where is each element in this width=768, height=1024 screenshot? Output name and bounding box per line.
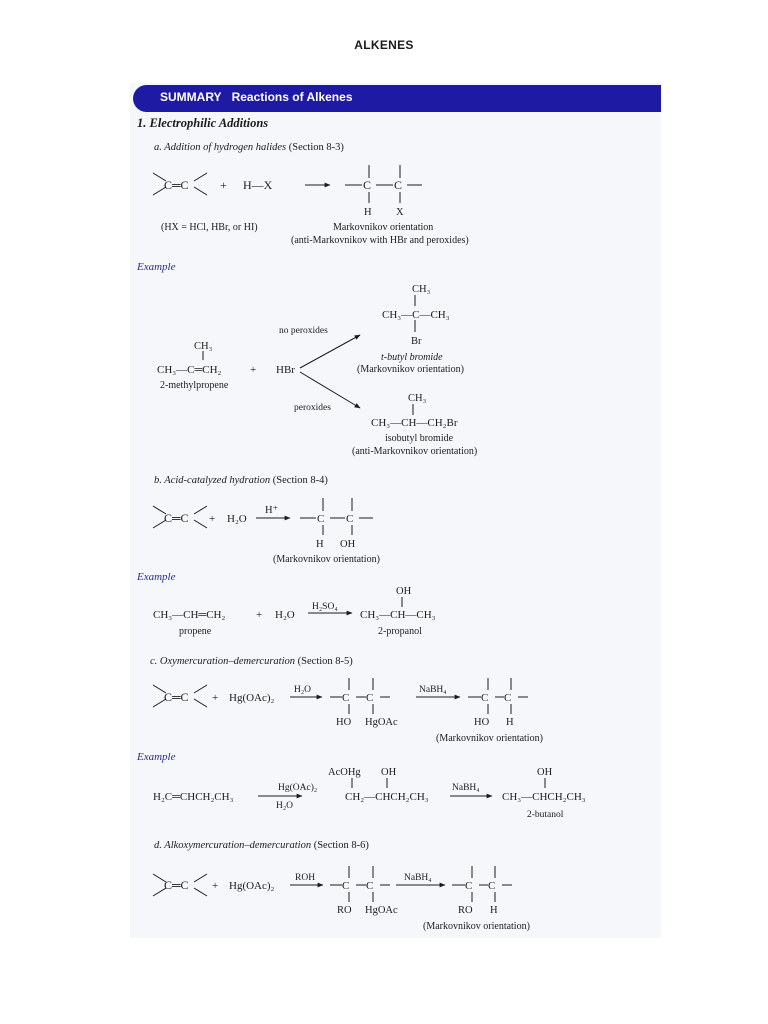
intermediate-skeleton-c — [330, 678, 390, 714]
product-h-d: H — [490, 905, 498, 916]
isobutyl-ch3-top: CH₃ — [408, 393, 427, 404]
water-b: H₂O — [227, 513, 247, 525]
intermediate-c: CH₂—CHCH₂CH₃ — [345, 791, 429, 803]
reactant-name-a: 2-methylpropene — [160, 380, 229, 391]
product-c1-d: C — [465, 880, 473, 892]
plus-a: + — [220, 178, 227, 192]
plus-a-example: + — [250, 364, 257, 376]
heading-c: c. Oxymercuration–demercuration (Section 8-5) — [150, 656, 353, 667]
product-c2-a: C — [394, 178, 403, 192]
product-h-c: H — [506, 717, 514, 728]
alkene-b-label: C═C — [164, 511, 189, 525]
product-oh-b-ex: OH — [396, 586, 412, 597]
alkene-a-label: C═C — [164, 178, 189, 192]
plus-c: + — [212, 692, 219, 704]
inter-hgoac-c: HgOAc — [365, 717, 398, 728]
example-label-c: Example — [137, 751, 176, 763]
heading-a: a. Addition of hydrogen halides (Section 8-3) — [154, 142, 344, 153]
isobutyl-skeleton: CH₃—CH—CH₂Br — [371, 417, 458, 429]
hx-note: (HX = HCl, HBr, or HI) — [161, 222, 258, 233]
product-c1-a: C — [363, 178, 372, 192]
orientation-a-2: (anti-Markovnikov with HBr and peroxides) — [291, 235, 469, 246]
alkene-c-label: C═C — [164, 690, 189, 704]
product-skeleton-c — [468, 678, 528, 714]
prod1-name: t-butyl bromide — [381, 352, 443, 363]
inter-hgoac-d: HgOAc — [365, 905, 398, 916]
product-ho-c: HO — [474, 717, 490, 728]
page-title: ALKENES — [354, 38, 414, 52]
no-peroxides-label: no peroxides — [279, 326, 328, 336]
product-c2-b: C — [346, 513, 354, 525]
alkene-d-label: C═C — [164, 878, 189, 892]
catalyst-b: H⁺ — [265, 505, 279, 516]
prod1-orientation: (Markovnikov orientation) — [357, 364, 464, 375]
product-ro-d: RO — [458, 905, 473, 916]
banner-label: SUMMARY — [160, 90, 222, 104]
banner-heading: Reactions of Alkenes — [231, 90, 353, 104]
product-oh-b: OH — [340, 539, 356, 550]
reagent-h2so4: H₂SO₄ — [312, 602, 338, 612]
reagent-h2o-bottom: H₂O — [276, 801, 294, 811]
product-c1-b: C — [317, 513, 325, 525]
heading-b: b. Acid-catalyzed hydration (Section 8-4) — [154, 475, 328, 486]
reagent-hg-top: Hg(OAc)₂ — [278, 783, 318, 793]
reactant-name-b: propene — [179, 626, 212, 637]
product-oh-top: OH — [537, 767, 553, 778]
orientation-c: (Markovnikov orientation) — [436, 733, 543, 744]
product-h-a: H — [364, 207, 372, 218]
product-x-a: X — [396, 207, 404, 218]
peroxides-label: peroxides — [294, 403, 331, 413]
product-c: CH₃—CHCH₂CH₃ — [502, 791, 586, 803]
inter-c2-c: C — [366, 692, 374, 704]
inter-c1-c: C — [342, 692, 350, 704]
plus-b-example: + — [256, 609, 263, 621]
product-name-c: 2-butanol — [527, 810, 564, 820]
product-c2-c: C — [504, 692, 512, 704]
inter-acohg: AcOHg — [328, 767, 361, 778]
product-skeleton-b — [300, 498, 373, 535]
step2-d: NaBH₄ — [404, 873, 432, 883]
product-b: CH₃—CH—CH₃ — [360, 609, 436, 621]
hg-oac2-c: Hg(OAc)₂ — [229, 692, 275, 704]
reactant-c: H₂C═CHCH₂CH₃ — [153, 791, 234, 803]
orientation-b: (Markovnikov orientation) — [273, 554, 380, 565]
tbutyl-br: Br — [411, 336, 422, 347]
section-heading: 1. Electrophilic Additions — [137, 116, 269, 130]
example-label-b: Example — [137, 571, 176, 583]
reactant-skeleton-a: CH₃—C═CH₂ — [157, 364, 222, 376]
reactant-ch3-top: CH₃ — [194, 341, 213, 352]
orientation-d: (Markovnikov orientation) — [423, 921, 530, 932]
product-c2-d: C — [488, 880, 496, 892]
example-label-a: Example — [137, 261, 176, 273]
hg-oac2-d: Hg(OAc)₂ — [229, 880, 275, 892]
inter-c2-d: C — [366, 880, 374, 892]
product-name-b: 2-propanol — [378, 626, 422, 637]
tbutyl-ch3-top: CH₃ — [412, 284, 431, 295]
plus-b: + — [209, 513, 216, 525]
reagent-hbr: HBr — [276, 364, 295, 376]
reagent-nabh4-c: NaBH₄ — [452, 783, 480, 793]
intermediate-skeleton-d — [330, 866, 390, 902]
orientation-a: Markovnikov orientation — [333, 222, 434, 233]
reactant-b: CH₃—CH═CH₂ — [153, 609, 226, 621]
plus-d: + — [212, 880, 219, 892]
arrow-no-peroxides — [300, 335, 360, 368]
heading-d: d. Alkoxymercuration–demercuration (Section 8-6) — [154, 840, 369, 851]
step1-d: ROH — [295, 873, 316, 883]
inter-ho-c: HO — [336, 717, 352, 728]
prod2-name: isobutyl bromide — [385, 433, 454, 444]
reagent-hx: H—X — [243, 178, 273, 192]
prod2-orientation: (anti-Markovnikov orientation) — [352, 446, 478, 457]
step1-c: H₂O — [294, 685, 312, 695]
inter-ro-d: RO — [337, 905, 352, 916]
product-skeleton-d — [452, 866, 512, 902]
product-skeleton-a — [345, 165, 422, 203]
water-b-example: H₂O — [275, 609, 295, 621]
step2-c: NaBH₄ — [419, 685, 447, 695]
product-h-b: H — [316, 539, 324, 550]
inter-c1-d: C — [342, 880, 350, 892]
inter-oh-top: OH — [381, 767, 397, 778]
tbutyl-skeleton: CH₃—C—CH₃ — [382, 309, 450, 321]
product-c1-c: C — [481, 692, 489, 704]
